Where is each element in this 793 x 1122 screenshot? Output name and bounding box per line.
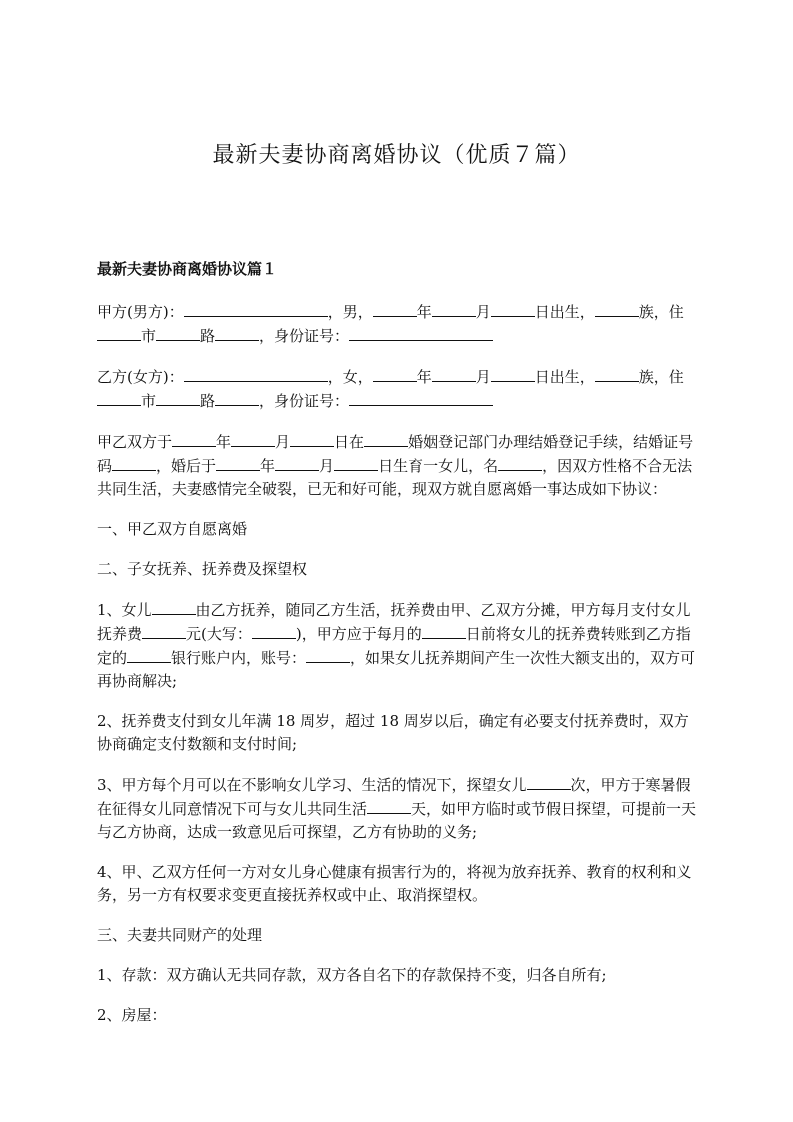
blank-field[interactable] [172,430,216,447]
blank-field[interactable] [156,389,200,406]
intro-paragraph: 甲乙双方于 年 月 日在 婚姻登记部门办理结婚登记手续，结婚证号码 ，婚后于 年 月 日生育一女儿，名 ，因双方性格不合无法共同生活，夫妻感情完全破裂，已无和好可能，现双方就自愿离婚一事达成如下协议： [97,430,697,501]
blank-field[interactable] [491,365,535,382]
blank-field[interactable] [373,300,417,317]
blank-field[interactable] [491,300,535,317]
clause-heading-1: 一、甲乙双方自愿离婚 [97,520,248,538]
document-body [97,258,697,1044]
blank-field[interactable] [97,324,141,341]
blank-field[interactable] [432,365,476,382]
blank-field[interactable] [432,300,476,317]
blank-field[interactable] [349,324,493,341]
custody-clause-1: 1、女儿 由乙方抚养，随同乙方生活，抚养费由甲、乙双方分摊，甲方每月支付女儿抚养费 元(大写： )，甲方应于每月的 日前将女儿的抚养费转账到乙方指定的 银行账户内，账号： ，如果女儿抚养期间产生一次性大额支出的，双方可再协商解决; [97,598,697,693]
blank-field[interactable] [231,430,275,447]
blank-field[interactable] [215,389,259,406]
blank-field[interactable] [364,430,408,447]
blank-field[interactable] [152,598,196,615]
blank-field[interactable] [142,622,186,639]
blank-field[interactable] [97,389,141,406]
blank-field[interactable] [290,430,334,447]
blank-field[interactable] [595,300,639,317]
custody-clause-4: 4、甲、乙双方任何一方对女儿身心健康有损害行为的，将视为放弃抚养、教育的权利和义务，另一方有权要求变更直接抚养权或中止、取消探望权。 [97,863,692,904]
blank-field[interactable] [112,454,156,471]
blank-field[interactable] [373,365,417,382]
blank-field[interactable] [252,622,296,639]
property-clause-2: 2、房屋： [97,1006,167,1024]
blank-field[interactable] [422,622,466,639]
section-heading: 最新夫妻协商离婚协议篇１ [97,260,278,278]
document-title: 最新夫妻协商离婚协议（优质７篇） [212,143,581,168]
property-clause-1: 1、存款：双方确认无共同存款，双方各自名下的存款保持不变，归各自所有; [97,966,607,984]
blank-field[interactable] [216,454,260,471]
blank-field[interactable] [184,365,328,382]
blank-field[interactable] [349,389,493,406]
blank-field[interactable] [184,300,328,317]
blank-field[interactable] [527,773,571,790]
blank-field[interactable] [275,454,319,471]
blank-field[interactable] [367,797,411,814]
clause-heading-2: 二、子女抚养、抚养费及探望权 [97,560,308,578]
party-b-paragraph: 乙方(女方)： ，女， 年 月 日出生， 族，住市 路 ，身份证号： [97,365,697,413]
party-a-paragraph: 甲方(男方)： ，男， 年 月 日出生， 族，住市 路 ，身份证号： [97,300,697,348]
clause-heading-3: 三、夫妻共同财产的处理 [97,926,263,944]
blank-field[interactable] [127,646,171,663]
custody-clause-2: 2、抚养费支付到女儿年满 18 周岁，超过 18 周岁以后，确定有必要支付抚养费时，双方协商确定支付数额和支付时间; [97,712,689,753]
blank-field[interactable] [498,454,542,471]
blank-field[interactable] [306,646,350,663]
blank-field[interactable] [215,324,259,341]
custody-clause-3: 3、甲方每个月可以在不影响女儿学习、生活的情况下，探望女儿 次，甲方于寒暑假在征得女儿同意情况下可与女儿共同生活 天，如甲方临时或节假日探望，可提前一天与乙方协商，达成一致意见后可探望，乙方有协助的义务; [97,773,697,844]
blank-field[interactable] [595,365,639,382]
blank-field[interactable] [156,324,200,341]
blank-field[interactable] [334,454,378,471]
